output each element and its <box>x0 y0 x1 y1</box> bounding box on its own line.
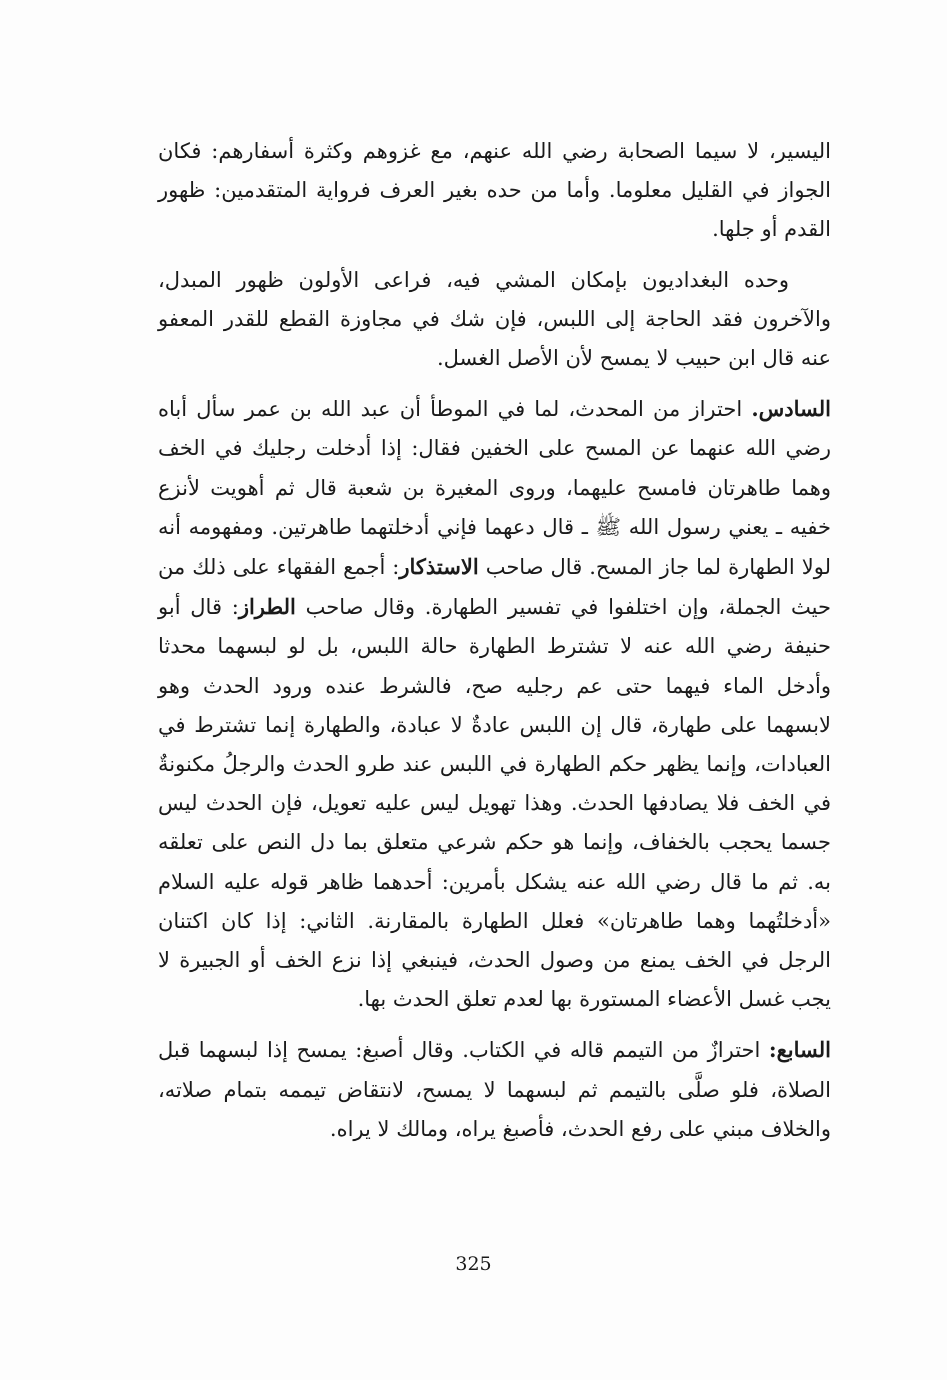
paragraph-1-text: اليسير، لا سيما الصحابة رضي الله عنهم، مع غزوهم وكثرة أسفارهم: فكان الجواز في القليل معلوما. وأما من حده بغير العرف فرواية المتقدمين: ظهور القدم أو جلها. <box>158 139 831 242</box>
main-text-block <box>158 132 831 1149</box>
seventh-text: احترازٌ من التيمم قاله في الكتاب. وقال أصبغ: يمسح إذا لبسهما قبل الصلاة، فلو صلَّى بالتيمم ثم لبسهما لا يمسح، لانتقاض تيممه بتمام صلاته، والخلاف مبني على رفع الحدث، فأصبغ يراه، ومالك لا يراه. <box>158 1038 831 1141</box>
paragraph-baghdadi-definition <box>158 261 831 379</box>
sixth-text-part-1: احتراز من المحدث، لما في الموطأ أن عبد الله بن عمر سأل أباه رضي الله عنهما عن المسح على الخفين فقال: إذا أدخلت رجليك في الخف وهما طاهرتان فامسح عليهما، وروى المغيرة بن شعبة قال ثم أهويت لأنزع خفيه ـ يعني رسول الله ﷺ ـ قال دعهما فإني أدخلتهما طاهرتين. ومفهومه أنه لولا الطهارة لما جاز المسح. قال صاحب <box>158 397 831 580</box>
paragraph-sixth-condition <box>158 389 831 1019</box>
source-istidhkar: الاستذكار <box>399 554 479 580</box>
source-tiraz: الطراز <box>238 594 296 620</box>
paragraph-2-text: وحده البغداديون بإمكان المشي فيه، فراعى الأولون ظهور المبدل، والآخرون فقد الحاجة إلى اللبس، فإن شك في مجاوزة القطع للقدر المعفو عنه قال ابن حبيب لا يمسح لأن الأصل الغسل. <box>158 267 831 371</box>
sixth-text-part-3: : قال أبو حنيفة رضي الله عنه لا تشترط الطهارة حالة اللبس، بل لو لبسهما محدثا وأدخل الماء فيهما حتى عم رجليه صح، فالشرط عنده ورود الحدث وهو لابسهما على طهارة، قال إن اللبس عادةٌ لا عبادة، والطهارة إنما تشترط في العبادات، وإنما يظهر حكم الطهارة في اللبس عند طرو الحدث والرجلُ مكنونةٌ في الخف فلا يصادفها الحدث. وهذا تهويل ليس عليه تعويل، فإن الحدث ليس جسما يحجب بالخفاف، وإنما هو حكم شرعي متعلق بما دل النص على تعلقه به. ثم ما قال رضي الله عنه يشكل بأمرين: أحدهما ظاهر قوله عليه السلام «أدخلتُهما وهما طاهرتان» فعلل الطهارة بالمقارنة. الثاني: إذا كان اكتنان الرجل في الخف يمنع من وصول الحدث، فينبغي إذا نزع الخف أو الجبيرة لا يجب غسل الأعضاء المستورة بها لعدم تعلق الحدث بها. <box>158 595 831 1012</box>
sixth-text-part-2: : أجمع الفقهاء على ذلك من حيث الجملة، وإن اختلفوا في تفسير الطهارة. وقال صاحب <box>158 555 831 620</box>
paragraph-continuation <box>158 132 831 250</box>
sixth-heading: السادس. <box>751 396 831 422</box>
seventh-heading: السابع: <box>768 1037 831 1063</box>
page-number: 325 <box>455 1253 492 1275</box>
paragraph-seventh-condition <box>158 1030 831 1149</box>
